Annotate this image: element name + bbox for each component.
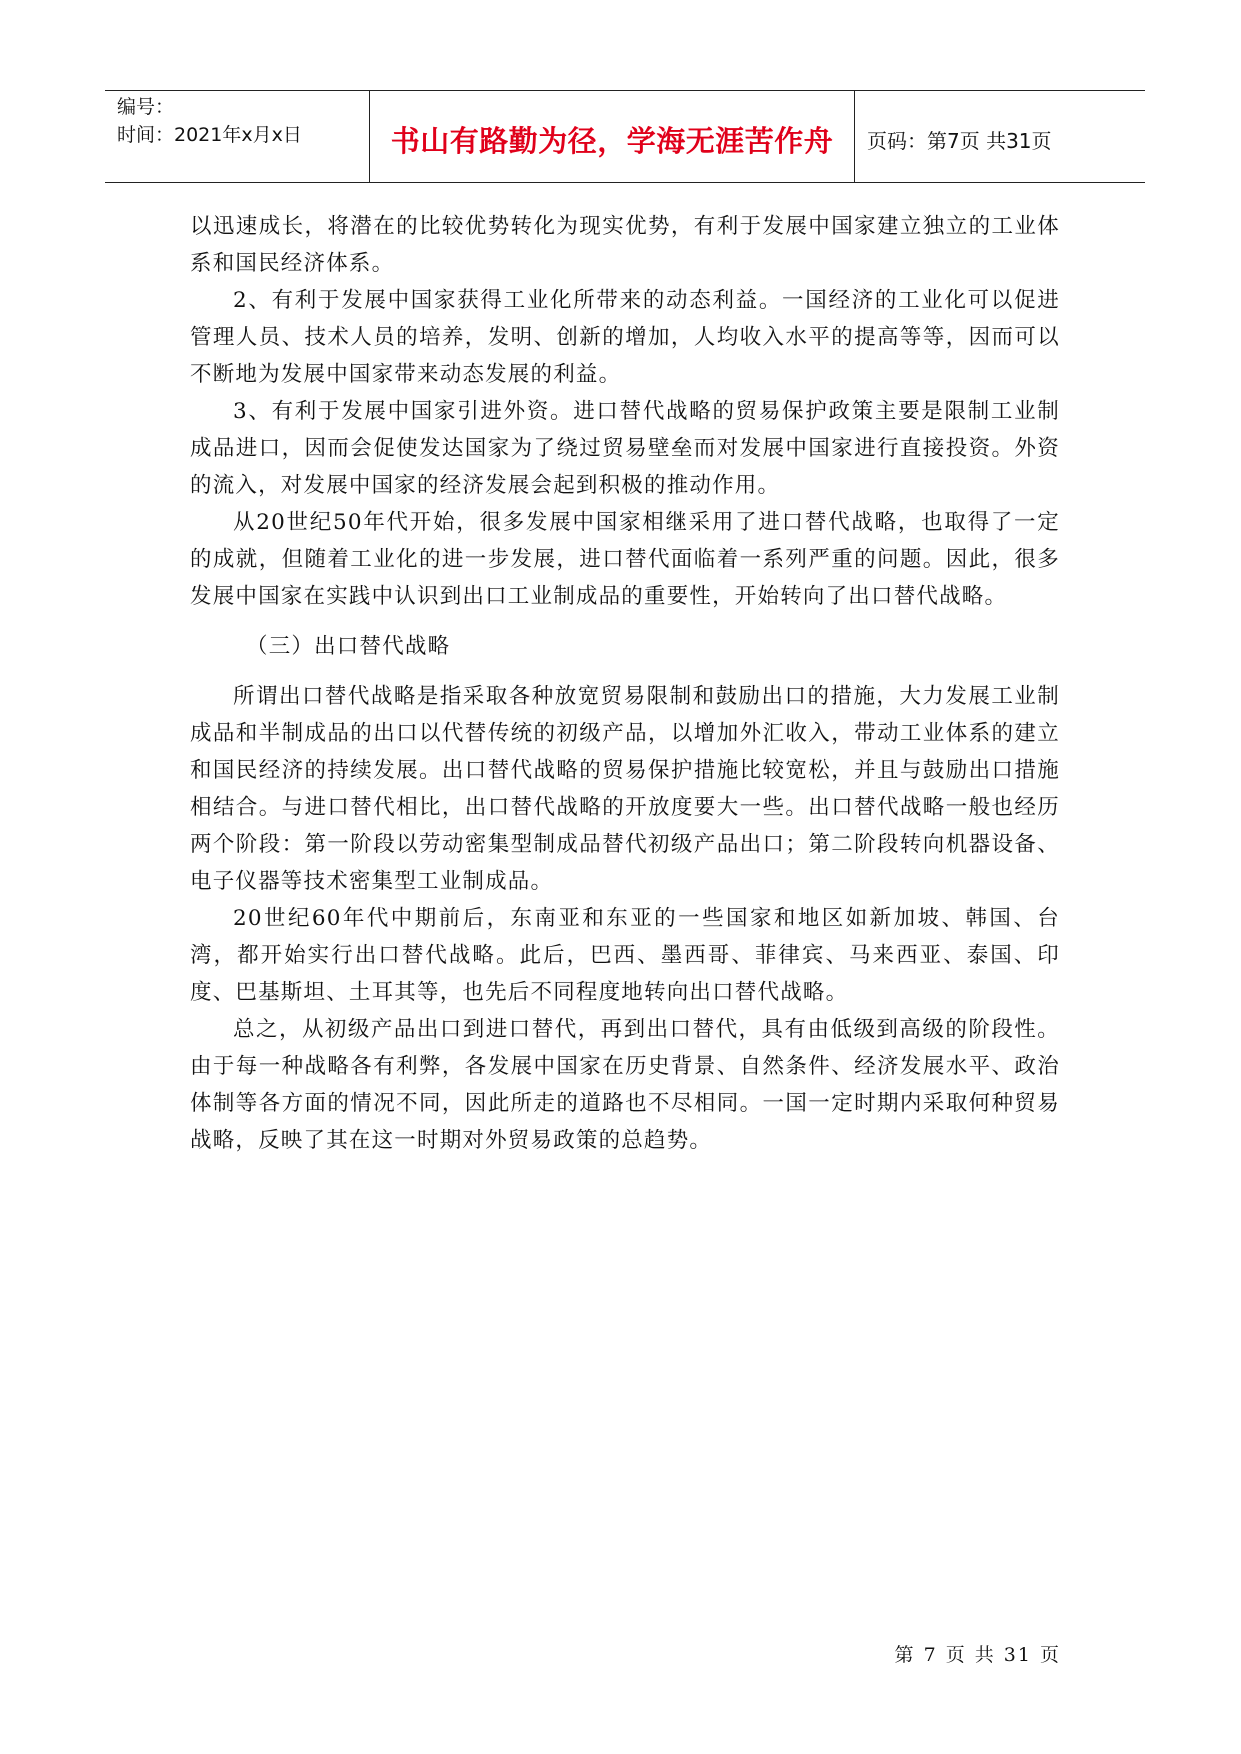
paragraph: 20世纪60年代中期前后，东南亚和东亚的一些国家和地区如新加坡、韩国、台湾，都开始实行出口替代战略。此后，巴西、墨西哥、菲律宾、马来西亚、泰国、印度、巴基斯坦、土耳其等，也先后不同程度地转向出口替代战略。 [190, 906, 1060, 1005]
page-header [105, 90, 1145, 183]
header-motto: 书山有路勤为径，学海无涯苦作舟 [370, 91, 855, 182]
document-body [190, 208, 1060, 1159]
header-meta [105, 91, 370, 182]
section-heading: （三）出口替代战略 [246, 634, 451, 659]
document-time-label: 时间：2021年x月x日 [117, 124, 302, 146]
document-number-label: 编号： [117, 96, 175, 118]
paragraph: 以迅速成长，将潜在的比较优势转化为现实优势，有利于发展中国家建立独立的工业体系和国民经济体系。 [190, 214, 1060, 276]
paragraph: 2、有利于发展中国家获得工业化所带来的动态利益。一国经济的工业化可以促进管理人员、技术人员的培养，发明、创新的增加，人均收入水平的提高等等，因而可以不断地为发展中国家带来动态发展的利益。 [190, 288, 1060, 387]
paragraph: 所谓出口替代战略是指采取各种放宽贸易限制和鼓励出口的措施，大力发展工业制成品和半制成品的出口以代替传统的初级产品，以增加外汇收入，带动工业体系的建立和国民经济的持续发展。出口替代战略的贸易保护措施比较宽松，并且与鼓励出口措施相结合。与进口替代相比，出口替代战略的开放度要大一些。出口替代战略一般也经历两个阶段：第一阶段以劳动密集型制成品替代初级产品出口；第二阶段转向机器设备、电子仪器等技术密集型工业制成品。 [190, 684, 1060, 894]
paragraph: 从20世纪50年代开始，很多发展中国家相继采用了进口替代战略，也取得了一定的成就，但随着工业化的进一步发展，进口替代面临着一系列严重的问题。因此，很多发展中国家在实践中认识到出口工业制成品的重要性，开始转向了出口替代战略。 [190, 510, 1060, 609]
header-page-info: 页码：第7页 共31页 [867, 129, 1052, 153]
paragraph: 3、有利于发展中国家引进外资。进口替代战略的贸易保护政策主要是限制工业制成品进口，因而会促使发达国家为了绕过贸易壁垒而对发展中国家进行直接投资。外资的流入，对发展中国家的经济发展会起到积极的推动作用。 [190, 399, 1060, 498]
page-footer: 第 7 页 共 31 页 [894, 1644, 1061, 1666]
paragraph: 总之，从初级产品出口到进口替代，再到出口替代，具有由低级到高级的阶段性。由于每一种战略各有利弊，各发展中国家在历史背景、自然条件、经济发展水平、政治体制等各方面的情况不同，因此所走的道路也不尽相同。一国一定时期内采取何种贸易战略，反映了其在这一时期对外贸易政策的总趋势。 [190, 1017, 1060, 1153]
